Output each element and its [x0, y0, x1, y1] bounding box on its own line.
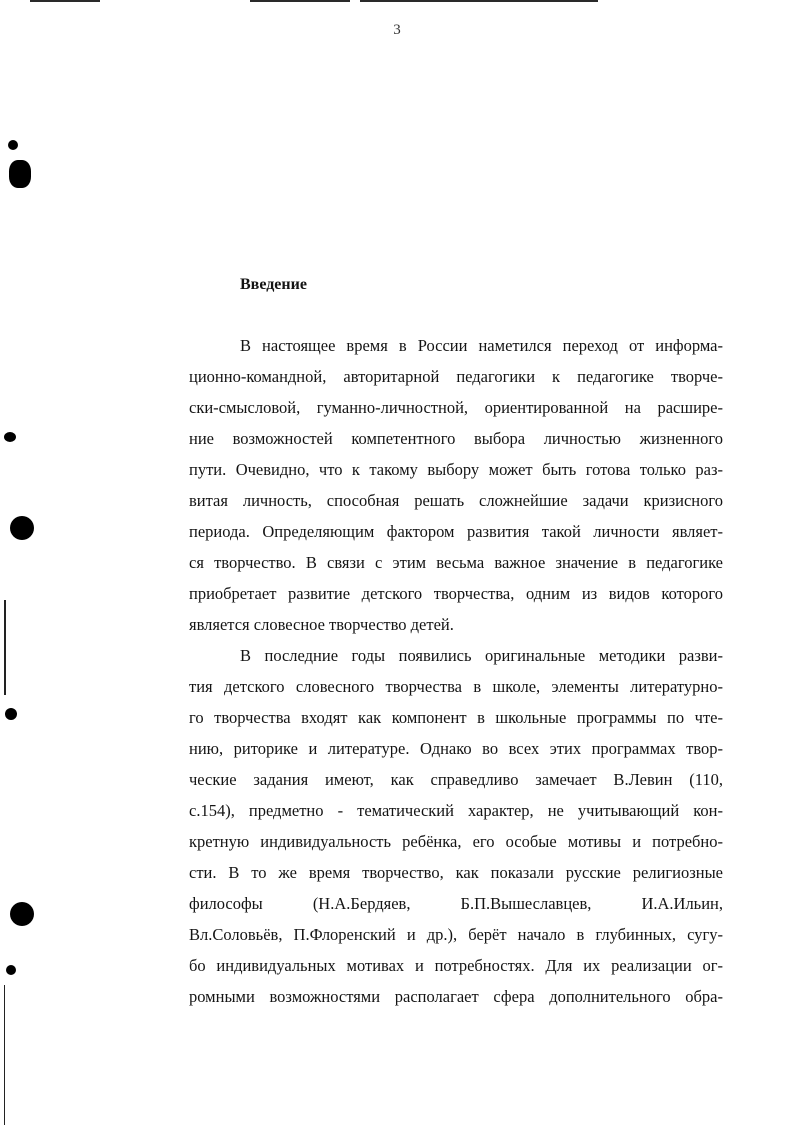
text-line: ческие задания имеют, как справедливо замечает В.Левин (110, — [189, 770, 723, 789]
text-line: с.154), предметно - тематический характер, не учитывающий кон- — [189, 801, 723, 820]
scan-artifact — [10, 516, 34, 540]
text-line: Вл.Соловьёв, П.Флоренский и др.), берёт начало в глубинных, сугу- — [189, 925, 723, 944]
text-line: ционно-командной, авторитарной педагогики к педагогике творче- — [189, 367, 723, 386]
section-heading: Введение — [240, 276, 307, 293]
text-line: ромными возможностями располагает сфера дополнительного обра- — [189, 987, 723, 1006]
scan-artifact — [4, 985, 5, 1125]
paragraph-1 — [189, 330, 723, 640]
text-line: В последние годы появились оригинальные методики разви- — [240, 646, 723, 665]
text-line: ски-смысловой, гуманно-личностной, ориентированной на расшире- — [189, 398, 723, 417]
page-number: 3 — [393, 22, 401, 38]
text-line: является словесное творчество детей. — [189, 615, 454, 634]
scan-artifact — [4, 600, 6, 695]
scan-artifact — [10, 902, 34, 926]
scan-artifact — [5, 708, 17, 720]
scan-top-rule — [250, 0, 350, 2]
text-line: пути. Очевидно, что к такому выбору может быть готова только раз- — [189, 460, 723, 479]
scan-top-rule — [360, 0, 598, 2]
text-line: периода. Определяющим фактором развития такой личности являет- — [189, 522, 723, 541]
scan-artifact — [8, 140, 18, 150]
paragraph-2 — [189, 640, 723, 1012]
text-line: витая личность, способная решать сложнейшие задачи кризисного — [189, 491, 723, 510]
text-line: философы (Н.А.Бердяев, Б.П.Вышеславцев, И.А.Ильин, — [189, 894, 723, 913]
scan-top-rule — [30, 0, 100, 2]
text-line: тия детского словесного творчества в школе, элементы литературно- — [189, 677, 723, 696]
text-line: нию, риторике и литературе. Однако во всех этих программах твор- — [189, 739, 723, 758]
text-line: бо индивидуальных мотивах и потребностях. Для их реализации ог- — [189, 956, 723, 975]
text-line: приобретает развитие детского творчества, одним из видов которого — [189, 584, 723, 603]
scan-artifact — [9, 160, 31, 188]
text-line: кретную индивидуальность ребёнка, его особые мотивы и потребно- — [189, 832, 723, 851]
text-line: ние возможностей компетентного выбора личностью жизненного — [189, 429, 723, 448]
scan-artifact — [6, 965, 16, 975]
text-line: ся творчество. В связи с этим весьма важное значение в педагогике — [189, 553, 723, 572]
text-line: го творчества входят как компонент в школьные программы по чте- — [189, 708, 723, 727]
text-line: В настоящее время в России наметился переход от информа- — [240, 336, 723, 355]
text-line: сти. В то же время творчество, как показали русские религиозные — [189, 863, 723, 882]
scan-artifact — [4, 432, 16, 442]
